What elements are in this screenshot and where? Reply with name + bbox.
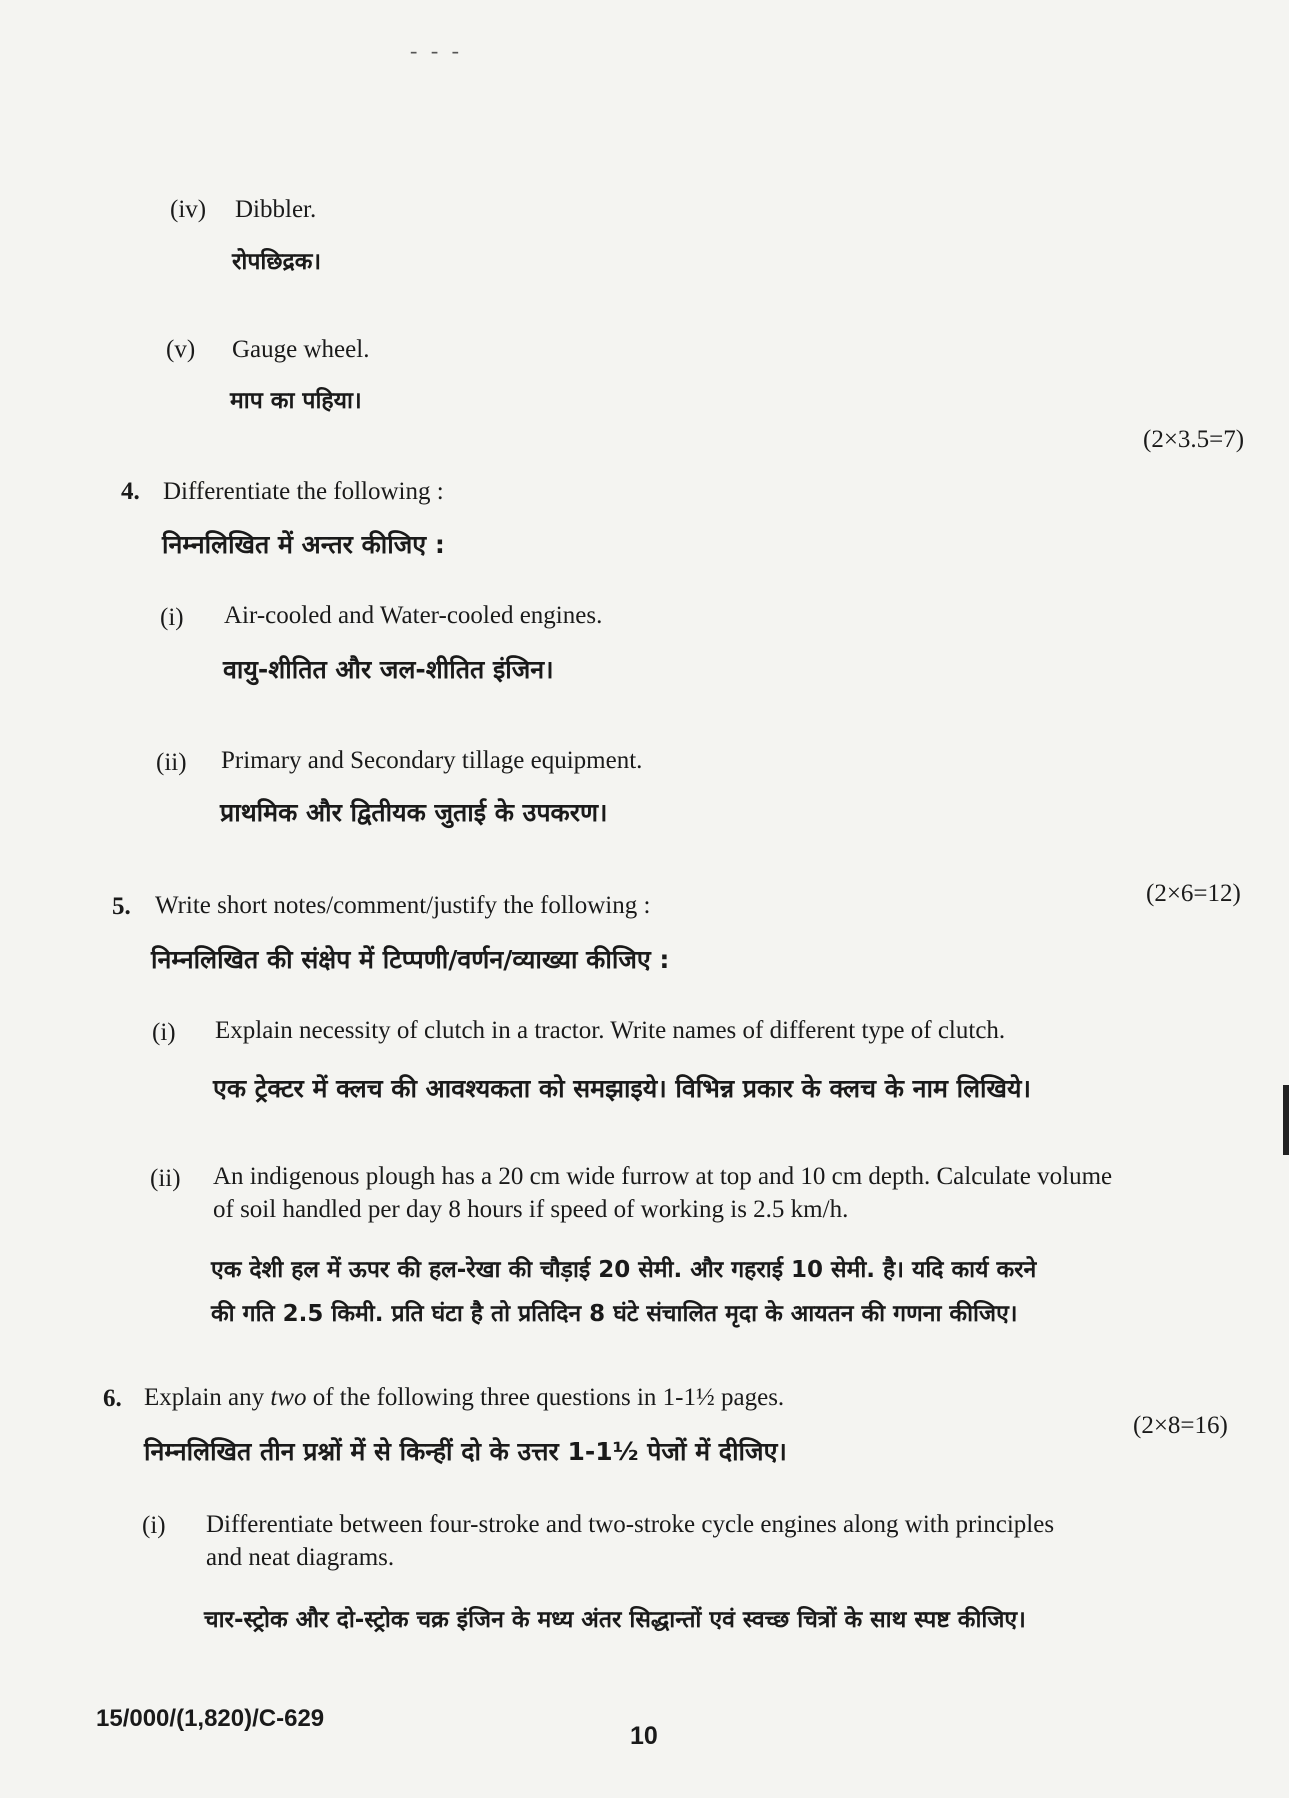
q4-item-i-english: Air-cooled and Water-cooled engines. [224,602,603,629]
q4-item-i-label: (i) [160,604,184,631]
q5-item-ii-hindi-2: की गति 2.5 किमी. प्रति घंटा है तो प्रतिदिन 8 घंटे संचालित मृदा के आयतन की गणना कीजिए। [211,1301,1018,1327]
q4-item-ii-hindi: प्राथमिक और द्वितीयक जुताई के उपकरण। [220,798,608,827]
item-iv-hindi: रोपछिद्रक। [232,249,322,275]
page-number: 10 [630,1722,658,1750]
item-iv-english: Dibbler. [235,196,317,223]
item-v-hindi: माप का पहिया। [230,388,362,414]
q5-hindi: निम्नलिखित की संक्षेप में टिप्पणी/वर्णन/व्याख्या कीजिए : [151,945,670,974]
q5-item-i-label: (i) [152,1019,176,1046]
q4-hindi: निम्नलिखित में अन्तर कीजिए : [162,530,445,559]
q4-item-ii-english: Primary and Secondary tillage equipment. [221,747,643,774]
marks-q5: (2×6=12) [1146,880,1241,907]
q6-english-post: of the following three questions in 1-1½ pages. [306,1384,785,1411]
top-scan-mark: - - - [410,38,463,63]
q6-item-i-hindi: चार-स्ट्रोक और दो-स्ट्रोक चक्र इंजिन के मध्य अंतर सिद्धान्तों एवं स्वच्छ चित्रों के साथ स्पष्ट कीजिए। [204,1607,1026,1633]
q5-item-ii-english-1: An indigenous plough has a 20 cm wide furrow at top and 10 cm depth. Calculate volume [213,1163,1113,1190]
item-iv-label: (iv) [170,196,207,223]
item-v-label: (v) [166,336,196,363]
q6-item-i-english-2: and neat diagrams. [206,1544,395,1571]
marks-q3: (2×3.5=7) [1143,426,1245,453]
q5-item-i-hindi: एक ट्रेक्टर में क्लच की आवश्यकता को समझाइये। विभिन्न प्रकार के क्लच के नाम लिखिये। [213,1074,1031,1103]
q6-hindi: निम्नलिखित तीन प्रश्नों में से किन्हीं दो के उत्तर 1-1½ पेजों में दीजिए। [144,1437,787,1466]
scan-edge-mark [1283,1085,1289,1155]
q4-number: 4. [121,478,140,505]
q6-number: 6. [103,1385,122,1412]
q6-english [144,1384,784,1412]
q5-item-ii-label: (ii) [150,1165,181,1192]
q6-item-i-label: (i) [142,1512,166,1539]
paper-code: 15/000/(1,820)/C-629 [96,1705,325,1732]
marks-q6: (2×8=16) [1133,1412,1228,1439]
q5-item-ii-hindi-1: एक देशी हल में ऊपर की हल-रेखा की चौड़ाई 20 सेमी. और गहराई 10 सेमी. है। यदि कार्य करने [211,1257,1037,1283]
q4-english: Differentiate the following : [163,478,444,505]
q5-english: Write short notes/comment/justify the following : [155,892,651,919]
q6-item-i-english-1: Differentiate between four-stroke and two-stroke cycle engines along with principles [206,1511,1055,1538]
q4-item-i-hindi: वायु-शीतित और जल-शीतित इंजिन। [223,655,554,684]
q6-english-pre: Explain any [144,1384,271,1411]
q5-item-ii-english-2: of soil handled per day 8 hours if speed of working is 2.5 km/h. [213,1196,849,1223]
item-v-english: Gauge wheel. [232,336,370,363]
q6-english-emphasis: two [270,1384,307,1411]
q5-number: 5. [112,893,131,920]
q5-item-i-english: Explain necessity of clutch in a tractor. Write names of different type of clutch. [215,1017,1006,1044]
q4-item-ii-label: (ii) [156,749,187,776]
